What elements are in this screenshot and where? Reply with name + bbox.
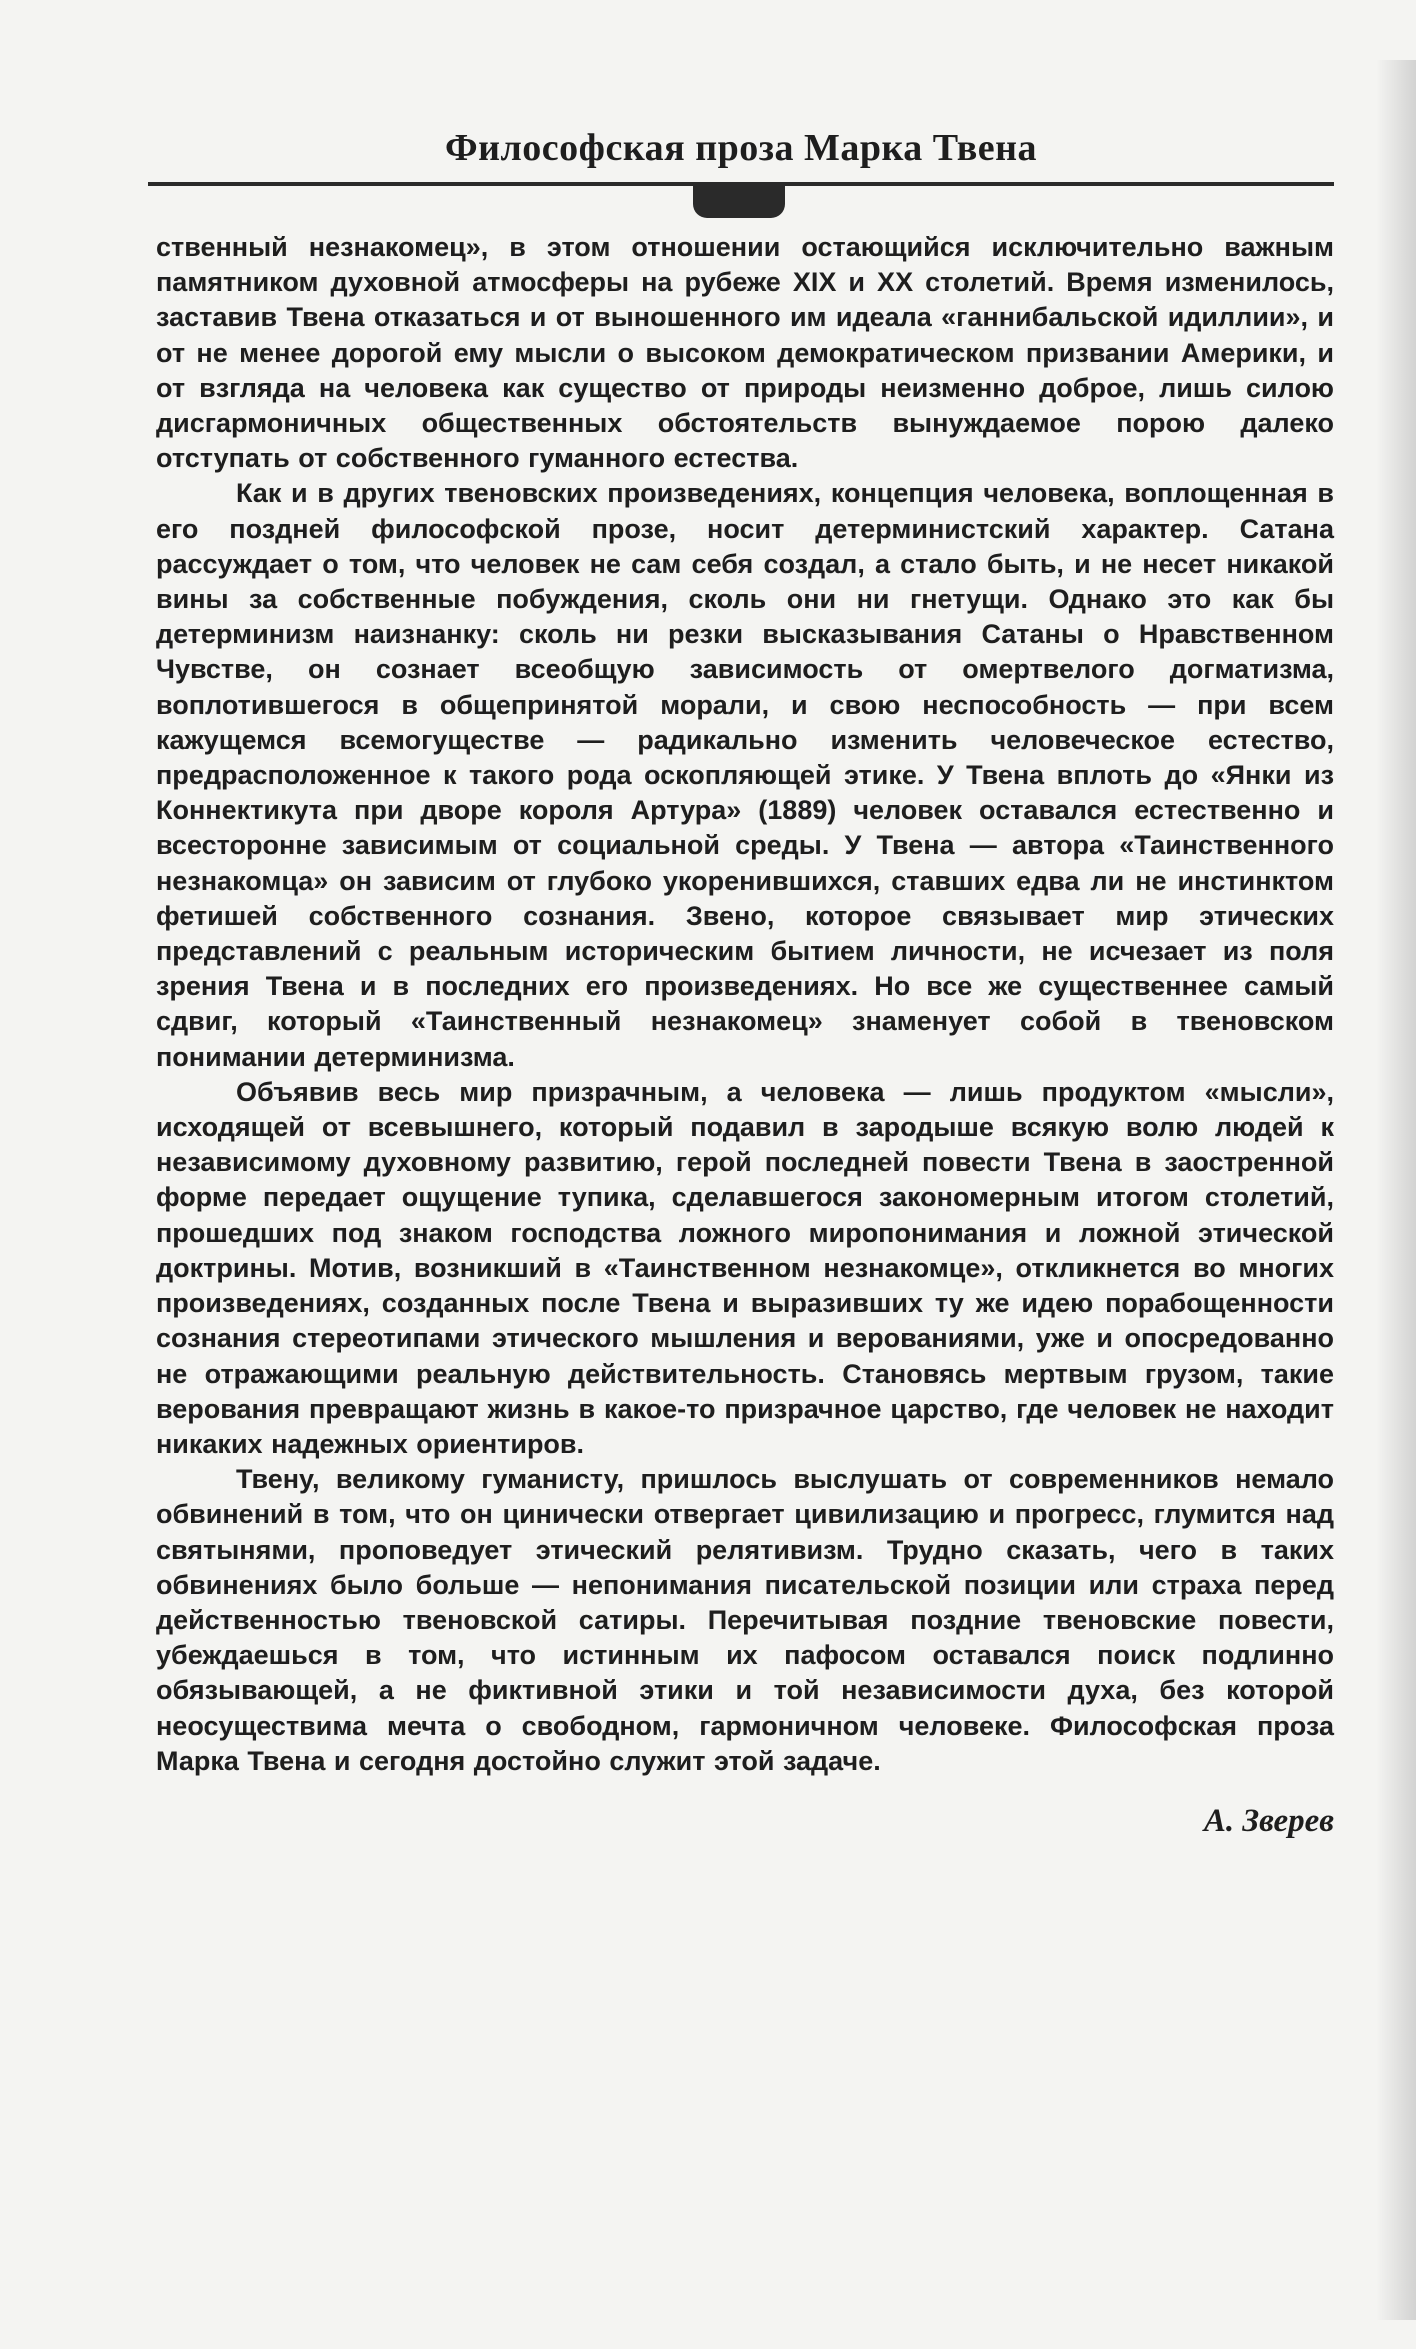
paragraph-4: Твену, великому гуманисту, пришлось выслушать от современников немало обвинений в том, что он цинически отвергает цивилизацию и прогресс, глумится над святынями, проповедует этический релятивизм. Трудно сказать, чего в таких обвинениях было больше — непонимания писательской позиции или страха перед действенностью твеновской сатиры. Перечитывая поздние твеновские повести, убеждаешься в том, что истинным их пафосом оставался поиск подлинно обязывающей, а не фиктивной этики и той независимости духа, без которой неосуществима мечта о свободном, гармоничном человеке. Философская проза Марка Твена и сегодня достойно служит этой задаче. bbox=[156, 1464, 1334, 1776]
running-title: Философская проза Марка Твена bbox=[444, 127, 1038, 169]
author-signature: А. Зверев bbox=[1203, 1802, 1334, 1839]
scan-edge-shadow bbox=[1376, 60, 1416, 2320]
paragraph-2: Как и в других твеновских произведениях, концепция человека, воплощенная в его поздней философской прозе, носит детерминистский характер. Сатана рассуждает о том, что человек не сам себя создал, а стало быть, и не несет никакой вины за собственные побуждения, сколь они ни гнетущи. Однако это как бы детерминизм наизнанку: сколь ни резки высказывания Сатаны о Нравственном Чувстве, он сознает всеобщую зависимость от омертвелого догматизма, воплотившегося в общепринятой морали, и свою неспособность — при всем кажущемся всемогуществе — радикально изменить человеческое естество, предрасположенное к такого рода оскопляющей этике. У Твена вплоть до «Янки из Коннектикута при дворе короля Артура» (1889) человек оставался естественно и всесторонне зависимым от социальной среды. У Твена — автора «Таинственного незнакомца» он зависим от глубоко укоренившихся, ставших едва ли не инстинктом фетишей собственного сознания. Звено, которое связывает мир этических представлений с реальным историческим бытием личности, не исчезает из поля зрения Твена и в последних его произведениях. Но все же существеннее самый сдвиг, который «Таинственный незнакомец» знаменует собой в твеновском понимании детерминизма. bbox=[156, 478, 1334, 1072]
book-page bbox=[148, 120, 1334, 2120]
paragraph-1: ственный незнакомец», в этом отношении остающийся исключительно важным памятником духовной атмосферы на рубеже XIX и XX столетий. Время изменилось, заставив Твена отказаться и от выношенного им идеала «ганнибальской идиллии», и от не менее дорогой ему мысли о высоком демократическом призвании Америки, и от взгляда на человека как существо от природы неизменно доброе, лишь силою дисгармоничных общественных обстоятельств вынуждаемое порою далеко отступать от собственного гуманного естества. bbox=[156, 232, 1334, 474]
header-rule bbox=[148, 182, 1334, 186]
article-body bbox=[148, 230, 1334, 1779]
paragraph-3: Объявив весь мир призрачным, а человека — лишь продуктом «мысли», исходящей от всевышнего, который подавил в зародыше всякую волю людей к независимому духовному развитию, герой последней повести Твена в заостренной форме передает ощущение тупика, сделавшегося закономерным итогом столетий, прошедших под знаком господства ложного миропонимания и ложной этической доктрины. Мотив, возникший в «Таинственном незнакомце», откликнется во многих произведениях, созданных после Твена и выразивших ту же идею порабощенности сознания стереотипами этического мышления и верованиями, уже и опосредованно не отражающими реальную действительность. Становясь мертвым грузом, такие верования превращают жизнь в какое-то призрачное царство, где человек не находит никаких надежных ориентиров. bbox=[156, 1076, 1334, 1459]
header-rule-tab bbox=[693, 184, 785, 218]
